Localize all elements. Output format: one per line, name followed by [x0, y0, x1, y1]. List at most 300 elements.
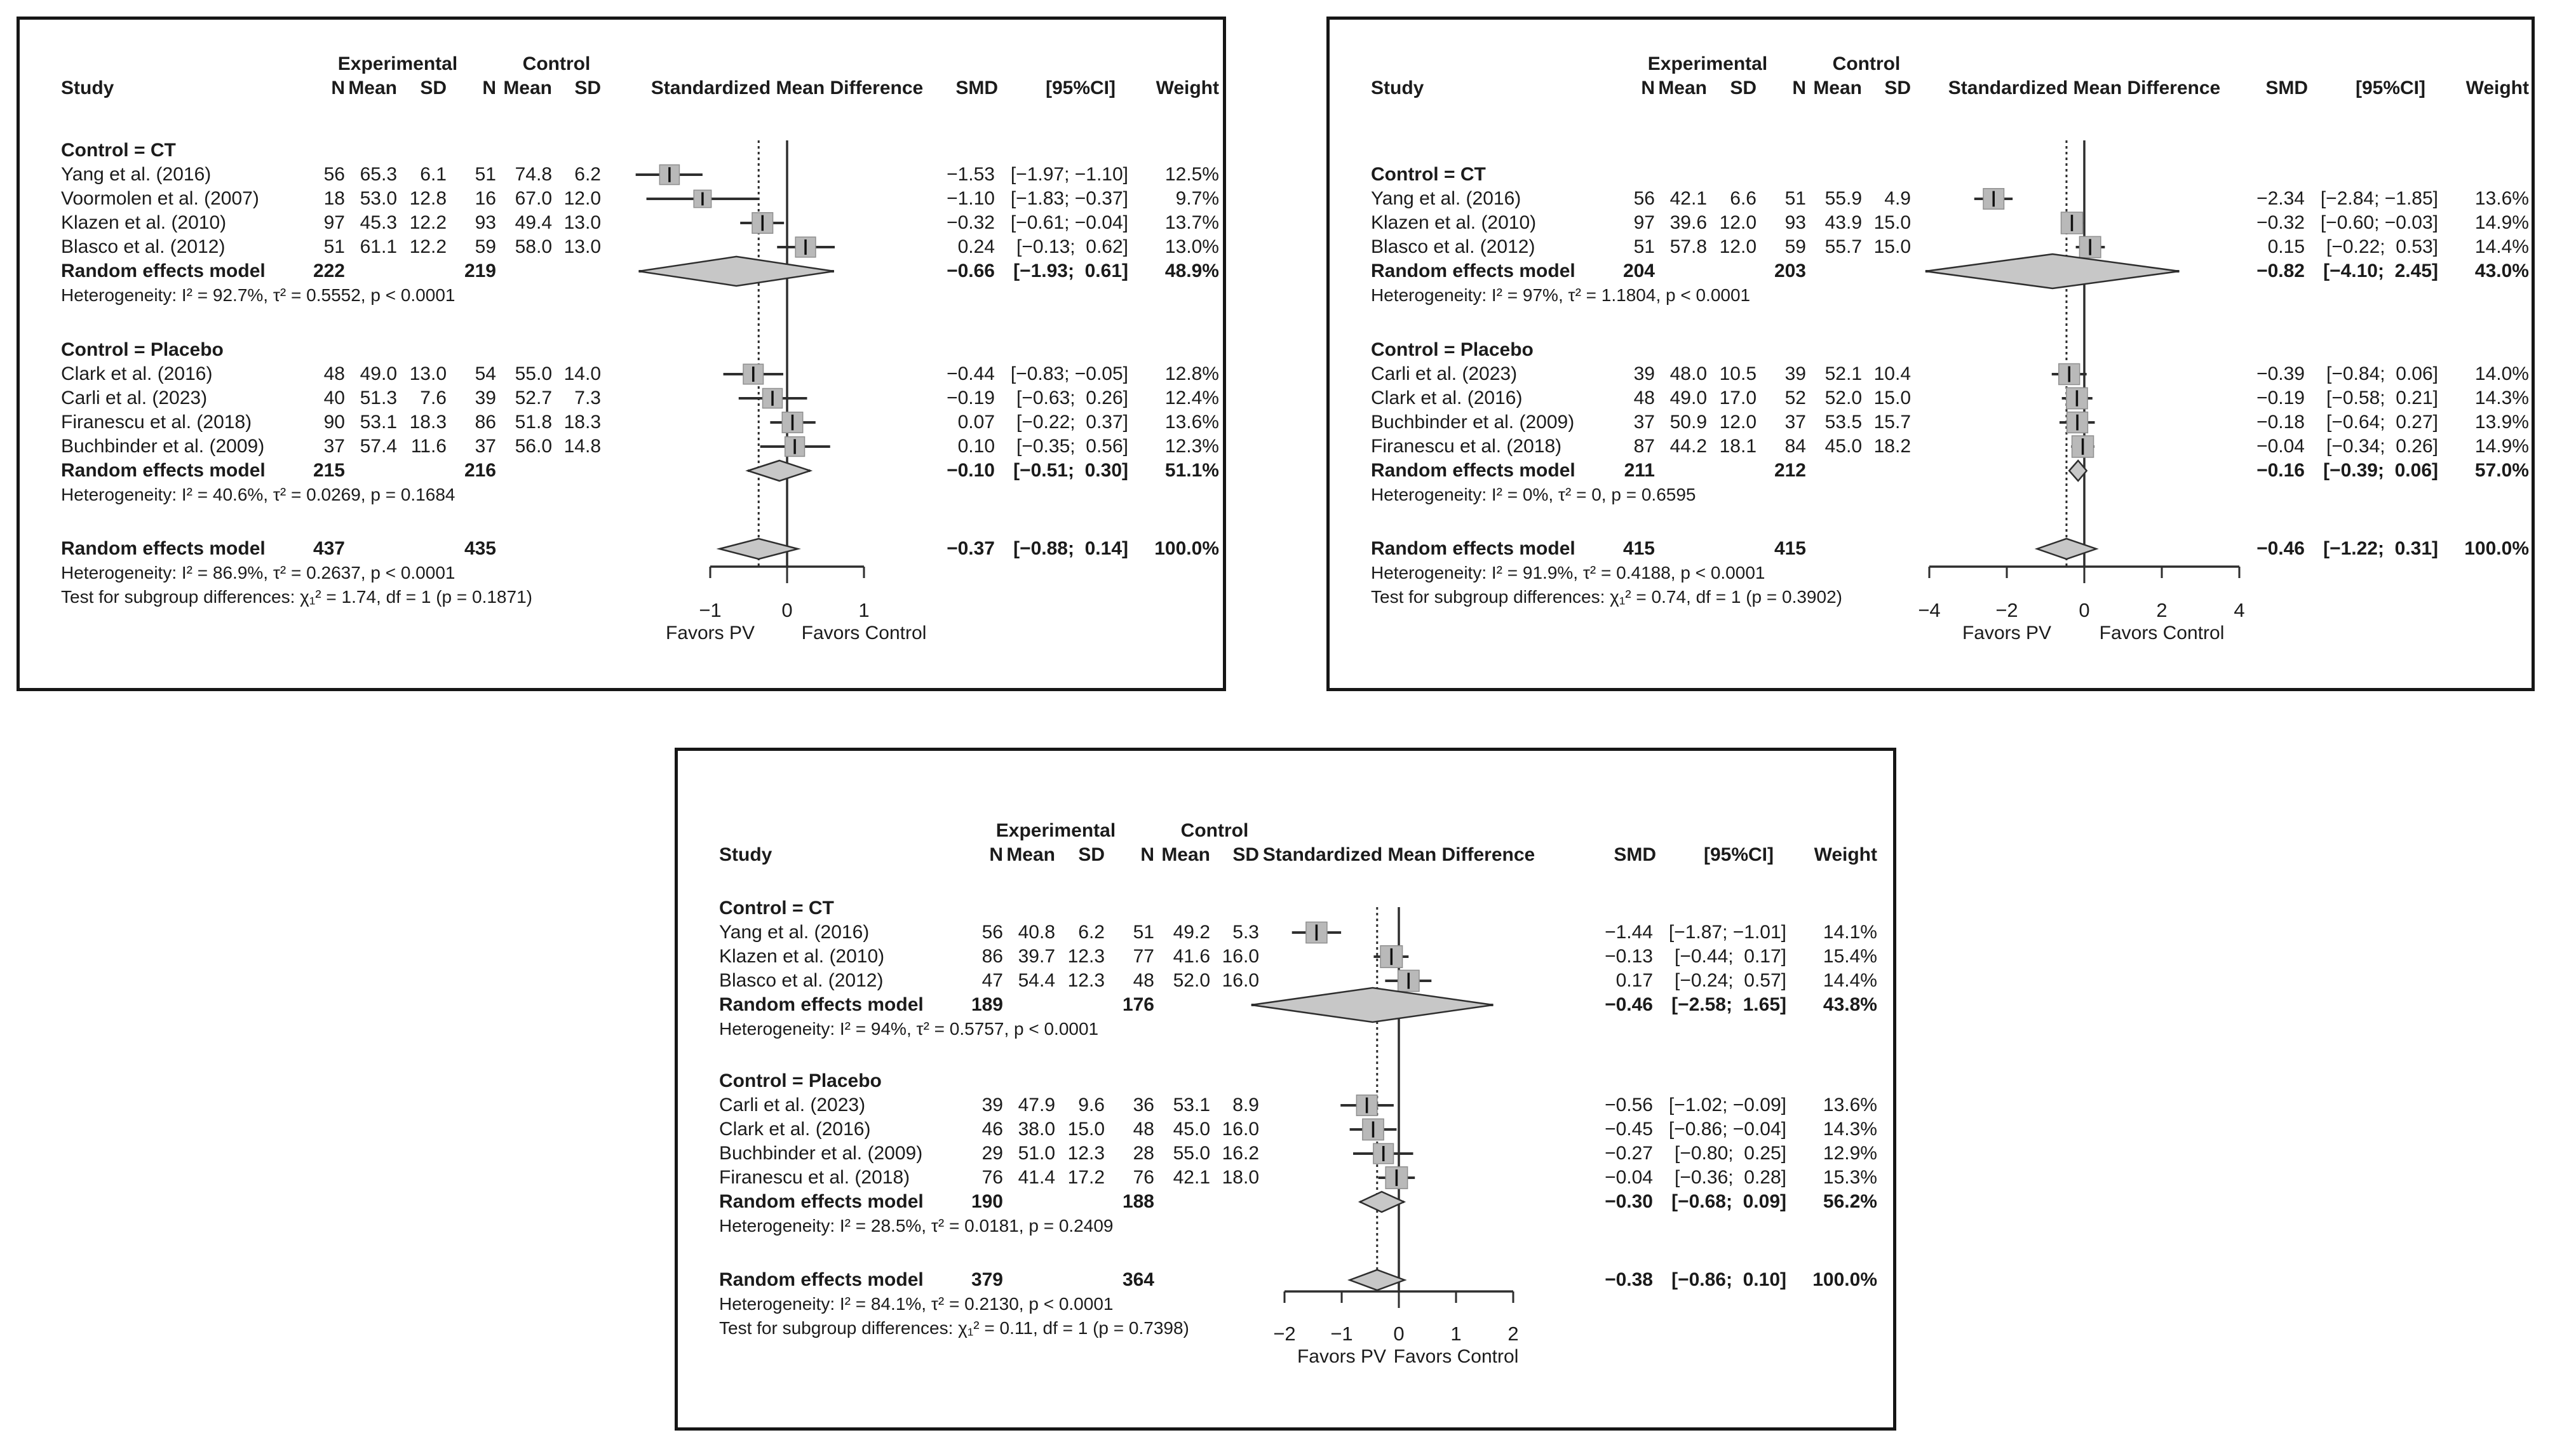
n-experimental: 56 [1633, 188, 1655, 209]
col-header-smd: SMD [955, 77, 998, 98]
model-label: Random effects model [719, 1191, 924, 1212]
study-name: Clark et al. (2016) [1371, 387, 1523, 408]
n-control: 59 [475, 236, 496, 257]
study-name: Blasco et al. (2012) [1371, 236, 1535, 257]
model-smd-value: −0.37 [947, 538, 995, 559]
n-control: 28 [1133, 1143, 1154, 1164]
smd-value: −1.44 [1605, 922, 1653, 943]
n-control: 51 [475, 164, 496, 185]
model-ci-value: [−1.22; 0.31] [2323, 538, 2438, 559]
ci-value: [−0.86; −0.04] [1668, 1119, 1786, 1140]
mean-experimental: 49.0 [360, 363, 397, 384]
n-experimental: 51 [1633, 236, 1655, 257]
study-name: Carli et al. (2023) [61, 387, 208, 408]
smd-value: 0.15 [2267, 236, 2305, 257]
axis-tick-label: 1 [858, 599, 870, 621]
sd-experimental: 12.2 [409, 236, 447, 257]
study-name: Yang et al. (2016) [719, 922, 870, 943]
col-header-mean-exp: Mean [348, 77, 397, 98]
model-label: Random effects model [1371, 460, 1575, 481]
col-header-sd-ctl: SD [1232, 844, 1259, 865]
model-n-control: 219 [464, 260, 496, 281]
mean-experimental: 51.3 [360, 387, 397, 408]
model-label: Random effects model [719, 994, 924, 1015]
sd-control: 16.2 [1222, 1143, 1259, 1164]
forest-plot-svg [20, 20, 1229, 694]
n-control: 51 [1133, 922, 1154, 943]
axis-tick-label: 2 [1507, 1323, 1519, 1345]
n-experimental: 46 [981, 1119, 1003, 1140]
sd-control: 10.4 [1873, 363, 1911, 384]
model-smd-value: −0.30 [1605, 1191, 1653, 1212]
mean-control: 53.5 [1824, 412, 1862, 433]
model-weight-value: 56.2% [1823, 1191, 1877, 1212]
mean-control: 55.0 [515, 363, 552, 384]
ci-value: [−0.22; 0.53] [2326, 236, 2438, 257]
study-name: Klazen et al. (2010) [61, 212, 227, 233]
smd-value: −0.39 [2256, 363, 2305, 384]
heterogeneity-text: Heterogeneity: I² = 40.6%, τ² = 0.0269, p = 0.1684 [61, 485, 455, 504]
weight-value: 9.7% [1175, 188, 1219, 209]
group-label: Control = CT [61, 140, 176, 161]
mean-experimental: 61.1 [360, 236, 397, 257]
sd-experimental: 12.2 [409, 212, 447, 233]
group-label: Control = Placebo [61, 339, 224, 360]
n-control: 39 [1784, 363, 1806, 384]
pooled-diamond [2037, 539, 2096, 559]
sd-experimental: 18.3 [409, 412, 447, 433]
n-control: 36 [1133, 1095, 1154, 1115]
sd-control: 16.0 [1222, 1119, 1259, 1140]
n-experimental: 29 [981, 1143, 1003, 1164]
model-n-experimental: 222 [313, 260, 345, 281]
n-experimental: 47 [981, 970, 1003, 991]
model-smd-value: −0.46 [1605, 994, 1653, 1015]
weight-value: 14.4% [2474, 236, 2529, 257]
heterogeneity-text: Heterogeneity: I² = 97%, τ² = 1.1804, p < 0.0001 [1371, 285, 1751, 305]
sd-experimental: 9.6 [1078, 1095, 1105, 1115]
mean-experimental: 47.9 [1018, 1095, 1055, 1115]
study-name: Buchbinder et al. (2009) [719, 1143, 923, 1164]
col-header-mean-ctl: Mean [1813, 77, 1862, 98]
mean-experimental: 41.4 [1018, 1167, 1055, 1188]
sd-control: 16.0 [1222, 946, 1259, 967]
mean-control: 42.1 [1173, 1167, 1210, 1188]
weight-value: 12.9% [1823, 1143, 1877, 1164]
axis-tick-label: 4 [2234, 599, 2245, 621]
axis-tick-label: 2 [2156, 599, 2168, 621]
n-control: 48 [1133, 1119, 1154, 1140]
model-n-experimental: 415 [1622, 538, 1655, 559]
model-weight-value: 100.0% [1812, 1269, 1877, 1290]
model-n-experimental: 215 [313, 460, 345, 481]
col-header-experimental: Experimental [337, 53, 458, 74]
smd-value: −0.13 [1605, 946, 1653, 967]
pooled-diamond [748, 461, 810, 481]
sd-control: 15.0 [1873, 212, 1911, 233]
col-header-n-ctl: N [1792, 77, 1806, 98]
model-smd-value: −0.82 [2256, 260, 2305, 281]
mean-experimental: 38.0 [1018, 1119, 1055, 1140]
axis-tick-label: −2 [1273, 1323, 1296, 1345]
study-name: Firanescu et al. (2018) [719, 1167, 910, 1188]
model-weight-value: 57.0% [2474, 460, 2529, 481]
mean-experimental: 50.9 [1669, 412, 1707, 433]
group-label: Control = Placebo [719, 1070, 882, 1091]
n-experimental: 87 [1633, 436, 1655, 457]
axis-tick-label: 1 [1450, 1323, 1462, 1345]
study-name: Blasco et al. (2012) [61, 236, 226, 257]
model-ci-value: [−0.68; 0.09] [1671, 1191, 1786, 1212]
weight-value: 12.8% [1164, 363, 1219, 384]
favors-pv-label: Favors PV [1962, 623, 2052, 644]
model-n-experimental: 211 [1624, 460, 1655, 481]
smd-value: −0.45 [1605, 1119, 1653, 1140]
col-header-sd-exp: SD [1730, 77, 1757, 98]
sd-experimental: 18.1 [1719, 436, 1757, 457]
sd-control: 18.0 [1222, 1167, 1259, 1188]
mean-experimental: 39.6 [1669, 212, 1707, 233]
model-n-control: 415 [1774, 538, 1806, 559]
col-header-control: Control [522, 53, 591, 74]
mean-control: 55.7 [1824, 236, 1862, 257]
ci-value: [−0.83; −0.05] [1010, 363, 1128, 384]
sd-control: 15.0 [1873, 387, 1911, 408]
col-header-experimental: Experimental [1647, 53, 1768, 74]
col-header-sd-exp: SD [420, 77, 447, 98]
model-smd-value: −0.16 [2256, 460, 2305, 481]
model-weight-value: 51.1% [1164, 460, 1219, 481]
ci-value: [−0.58; 0.21] [2326, 387, 2438, 408]
ci-value: [−1.97; −1.10] [1010, 164, 1128, 185]
forest-plot-svg [678, 751, 1899, 1434]
subgroup-test-text: Test for subgroup differences: χ₁² = 0.11, df = 1 (p = 0.7398) [719, 1318, 1189, 1338]
mean-control: 53.1 [1173, 1095, 1210, 1115]
model-n-experimental: 204 [1622, 260, 1655, 281]
study-name: Blasco et al. (2012) [719, 970, 884, 991]
model-smd-value: −0.10 [947, 460, 995, 481]
n-control: 93 [1784, 212, 1806, 233]
ci-value: [−0.34; 0.26] [2326, 436, 2438, 457]
pooled-diamond [1360, 1192, 1404, 1212]
model-label: Random effects model [1371, 538, 1575, 559]
model-ci-value: [−0.88; 0.14] [1013, 538, 1128, 559]
smd-value: 0.07 [957, 412, 995, 433]
study-name: Buchbinder et al. (2009) [1371, 412, 1575, 433]
model-label: Random effects model [61, 260, 266, 281]
smd-value: −0.19 [2256, 387, 2305, 408]
col-header-sd-ctl: SD [1884, 77, 1911, 98]
weight-value: 12.5% [1164, 164, 1219, 185]
axis-tick-label: −1 [699, 599, 722, 621]
col-header-ci: [95%CI] [1703, 844, 1774, 865]
smd-value: −0.04 [1605, 1167, 1653, 1188]
pooled-diamond [1350, 1270, 1405, 1290]
sd-experimental: 6.6 [1730, 188, 1757, 209]
col-header-weight: Weight [2465, 77, 2529, 98]
axis-tick-label: −2 [1995, 599, 2018, 621]
forest-plot-panel-top-right [1326, 17, 2535, 691]
mean-control: 52.0 [1173, 970, 1210, 991]
forest-plot-panel-bottom-center [675, 748, 1896, 1431]
mean-experimental: 57.8 [1669, 236, 1707, 257]
model-ci-value: [−2.58; 1.65] [1671, 994, 1786, 1015]
mean-control: 58.0 [515, 236, 552, 257]
mean-control: 43.9 [1824, 212, 1862, 233]
sd-experimental: 12.0 [1719, 412, 1757, 433]
weight-value: 14.0% [2474, 363, 2529, 384]
ci-value: [−0.80; 0.25] [1675, 1143, 1786, 1164]
n-control: 52 [1784, 387, 1806, 408]
heterogeneity-text: Heterogeneity: I² = 84.1%, τ² = 0.2130, p < 0.0001 [719, 1294, 1114, 1314]
model-n-control: 364 [1122, 1269, 1154, 1290]
smd-value: −0.19 [947, 387, 995, 408]
sd-control: 14.0 [563, 363, 601, 384]
col-header-smd: SMD [2265, 77, 2308, 98]
weight-value: 12.3% [1164, 436, 1219, 457]
smd-value: −0.32 [947, 212, 995, 233]
col-header-mean-ctl: Mean [503, 77, 552, 98]
mean-experimental: 65.3 [360, 164, 397, 185]
col-header-n-exp: N [331, 77, 345, 98]
ci-value: [−0.64; 0.27] [2326, 412, 2438, 433]
study-name: Carli et al. (2023) [1371, 363, 1518, 384]
model-label: Random effects model [61, 538, 266, 559]
sd-experimental: 12.3 [1067, 970, 1105, 991]
ci-value: [−0.60; −0.03] [2320, 212, 2438, 233]
model-weight-value: 100.0% [2464, 538, 2529, 559]
weight-value: 14.4% [1823, 970, 1877, 991]
favors-pv-label: Favors PV [1297, 1346, 1387, 1367]
weight-value: 15.4% [1823, 946, 1877, 967]
ci-value: [−0.13; 0.62] [1016, 236, 1128, 257]
mean-control: 45.0 [1173, 1119, 1210, 1140]
group-label: Control = CT [1371, 164, 1486, 185]
col-header-sd-ctl: SD [574, 77, 601, 98]
weight-value: 14.3% [1823, 1119, 1877, 1140]
col-header-smd: SMD [1614, 844, 1656, 865]
study-name: Yang et al. (2016) [1371, 188, 1521, 209]
n-experimental: 37 [1633, 412, 1655, 433]
model-label: Random effects model [61, 460, 266, 481]
col-header-experimental: Experimental [995, 820, 1116, 841]
model-ci-value: [−4.10; 2.45] [2323, 260, 2438, 281]
ci-value: [−0.36; 0.28] [1675, 1167, 1786, 1188]
n-experimental: 39 [1633, 363, 1655, 384]
mean-control: 41.6 [1173, 946, 1210, 967]
subgroup-test-text: Test for subgroup differences: χ₁² = 1.74, df = 1 (p = 0.1871) [61, 587, 532, 607]
smd-value: −1.10 [947, 188, 995, 209]
n-control: 86 [475, 412, 496, 433]
model-n-experimental: 437 [313, 538, 345, 559]
weight-value: 15.3% [1823, 1167, 1877, 1188]
weight-value: 13.6% [1823, 1095, 1877, 1115]
n-control: 51 [1784, 188, 1806, 209]
mean-experimental: 45.3 [360, 212, 397, 233]
sd-control: 13.0 [563, 236, 601, 257]
model-ci-value: [−0.39; 0.06] [2323, 460, 2438, 481]
study-name: Klazen et al. (2010) [1371, 212, 1537, 233]
mean-control: 52.7 [515, 387, 552, 408]
sd-experimental: 12.0 [1719, 236, 1757, 257]
group-label: Control = Placebo [1371, 339, 1534, 360]
sd-experimental: 6.2 [1078, 922, 1105, 943]
model-n-experimental: 379 [971, 1269, 1003, 1290]
heterogeneity-text: Heterogeneity: I² = 92.7%, τ² = 0.5552, p < 0.0001 [61, 285, 455, 305]
sd-experimental: 10.5 [1719, 363, 1757, 384]
sd-experimental: 12.8 [409, 188, 447, 209]
pooled-diamond [1251, 988, 1494, 1022]
n-experimental: 39 [981, 1095, 1003, 1115]
mean-experimental: 40.8 [1018, 922, 1055, 943]
n-experimental: 40 [323, 387, 345, 408]
col-header-study: Study [1371, 77, 1424, 98]
smd-value: −0.56 [1605, 1095, 1653, 1115]
study-name: Klazen et al. (2010) [719, 946, 885, 967]
favors-control-label: Favors Control [2099, 623, 2225, 644]
model-weight-value: 43.8% [1823, 994, 1877, 1015]
n-experimental: 56 [323, 164, 345, 185]
pooled-diamond [638, 257, 833, 286]
sd-experimental: 17.0 [1719, 387, 1757, 408]
ci-value: [−0.84; 0.06] [2326, 363, 2438, 384]
model-weight-value: 100.0% [1154, 538, 1219, 559]
n-control: 54 [475, 363, 496, 384]
col-header-weight: Weight [1156, 77, 1219, 98]
sd-experimental: 11.6 [410, 436, 447, 457]
model-n-control: 216 [464, 460, 496, 481]
n-experimental: 37 [323, 436, 345, 457]
ci-value: [−0.63; 0.26] [1016, 387, 1128, 408]
ci-value: [−1.87; −1.01] [1668, 922, 1786, 943]
n-control: 93 [475, 212, 496, 233]
weight-value: 14.9% [2474, 212, 2529, 233]
n-control: 84 [1784, 436, 1806, 457]
sd-experimental: 13.0 [409, 363, 447, 384]
weight-value: 12.4% [1164, 387, 1219, 408]
n-experimental: 18 [323, 188, 345, 209]
n-control: 48 [1133, 970, 1154, 991]
sd-control: 18.3 [563, 412, 601, 433]
weight-value: 13.7% [1164, 212, 1219, 233]
sd-control: 16.0 [1222, 970, 1259, 991]
sd-control: 15.7 [1873, 412, 1911, 433]
mean-control: 55.0 [1173, 1143, 1210, 1164]
mean-control: 51.8 [515, 412, 552, 433]
sd-experimental: 12.3 [1067, 946, 1105, 967]
heterogeneity-text: Heterogeneity: I² = 91.9%, τ² = 0.4188, p < 0.0001 [1371, 563, 1765, 583]
heterogeneity-text: Heterogeneity: I² = 94%, τ² = 0.5757, p < 0.0001 [719, 1019, 1099, 1039]
col-header-n-ctl: N [1140, 844, 1154, 865]
model-ci-value: [−0.51; 0.30] [1013, 460, 1128, 481]
ci-value: [−0.61; −0.04] [1010, 212, 1128, 233]
study-name: Clark et al. (2016) [61, 363, 213, 384]
n-control: 37 [475, 436, 496, 457]
sd-control: 4.9 [1884, 188, 1911, 209]
mean-experimental: 48.0 [1669, 363, 1707, 384]
n-control: 76 [1133, 1167, 1154, 1188]
col-header-weight: Weight [1814, 844, 1877, 865]
sd-control: 5.3 [1232, 922, 1259, 943]
axis-tick-label: 0 [2079, 599, 2090, 621]
weight-value: 13.0% [1164, 236, 1219, 257]
mean-experimental: 53.1 [360, 412, 397, 433]
weight-value: 13.6% [1164, 412, 1219, 433]
model-n-control: 176 [1122, 994, 1154, 1015]
sd-experimental: 12.3 [1067, 1143, 1105, 1164]
mean-control: 52.1 [1824, 363, 1862, 384]
smd-value: −1.53 [947, 164, 995, 185]
model-label: Random effects model [1371, 260, 1575, 281]
sd-control: 18.2 [1873, 436, 1911, 457]
axis-tick-label: 0 [781, 599, 793, 621]
sd-control: 7.3 [574, 387, 601, 408]
n-experimental: 48 [323, 363, 345, 384]
heterogeneity-text: Heterogeneity: I² = 0%, τ² = 0, p = 0.6595 [1371, 485, 1696, 504]
n-experimental: 56 [981, 922, 1003, 943]
col-header-smd-plot: Standardized Mean Difference [1948, 77, 2221, 98]
n-experimental: 48 [1633, 387, 1655, 408]
ci-value: [−1.83; −0.37] [1010, 188, 1128, 209]
smd-value: −0.27 [1605, 1143, 1653, 1164]
study-name: Clark et al. (2016) [719, 1119, 871, 1140]
forest-plot-panel-top-left [17, 17, 1226, 691]
n-experimental: 90 [323, 412, 345, 433]
study-name: Yang et al. (2016) [61, 164, 212, 185]
col-header-mean-exp: Mean [1658, 77, 1707, 98]
n-control: 77 [1133, 946, 1154, 967]
col-header-ci: [95%CI] [2355, 77, 2425, 98]
weight-value: 14.3% [2474, 387, 2529, 408]
col-header-smd-plot: Standardized Mean Difference [1262, 844, 1535, 865]
axis-tick-label: −1 [1330, 1323, 1353, 1345]
ci-value: [−1.02; −0.09] [1668, 1095, 1786, 1115]
sd-experimental: 17.2 [1067, 1167, 1105, 1188]
favors-pv-label: Favors PV [665, 623, 755, 644]
col-header-n-exp: N [1641, 77, 1655, 98]
mean-experimental: 39.7 [1018, 946, 1055, 967]
weight-value: 14.9% [2474, 436, 2529, 457]
col-header-study: Study [61, 77, 114, 98]
smd-value: 0.24 [957, 236, 995, 257]
sd-control: 13.0 [563, 212, 601, 233]
n-control: 16 [475, 188, 496, 209]
ci-value: [−0.44; 0.17] [1675, 946, 1786, 967]
study-name: Carli et al. (2023) [719, 1095, 866, 1115]
mean-experimental: 51.0 [1018, 1143, 1055, 1164]
favors-control-label: Favors Control [1393, 1346, 1519, 1367]
study-name: Firanescu et al. (2018) [1371, 436, 1562, 457]
col-header-mean-ctl: Mean [1161, 844, 1210, 865]
sd-control: 12.0 [563, 188, 601, 209]
sd-experimental: 15.0 [1067, 1119, 1105, 1140]
mean-experimental: 57.4 [360, 436, 397, 457]
smd-value: 0.10 [957, 436, 995, 457]
forest-plot-svg [1330, 20, 2538, 694]
model-smd-value: −0.46 [2256, 538, 2305, 559]
weight-value: 13.6% [2474, 188, 2529, 209]
model-label: Random effects model [719, 1269, 924, 1290]
study-name: Firanescu et al. (2018) [61, 412, 252, 433]
n-experimental: 97 [323, 212, 345, 233]
axis-tick-label: 0 [1393, 1323, 1405, 1345]
col-header-control: Control [1832, 53, 1901, 74]
col-header-mean-exp: Mean [1006, 844, 1055, 865]
ci-value: [−0.35; 0.56] [1016, 436, 1128, 457]
smd-value: 0.17 [1615, 970, 1653, 991]
ci-value: [−0.24; 0.57] [1675, 970, 1786, 991]
model-n-control: 188 [1122, 1191, 1154, 1212]
